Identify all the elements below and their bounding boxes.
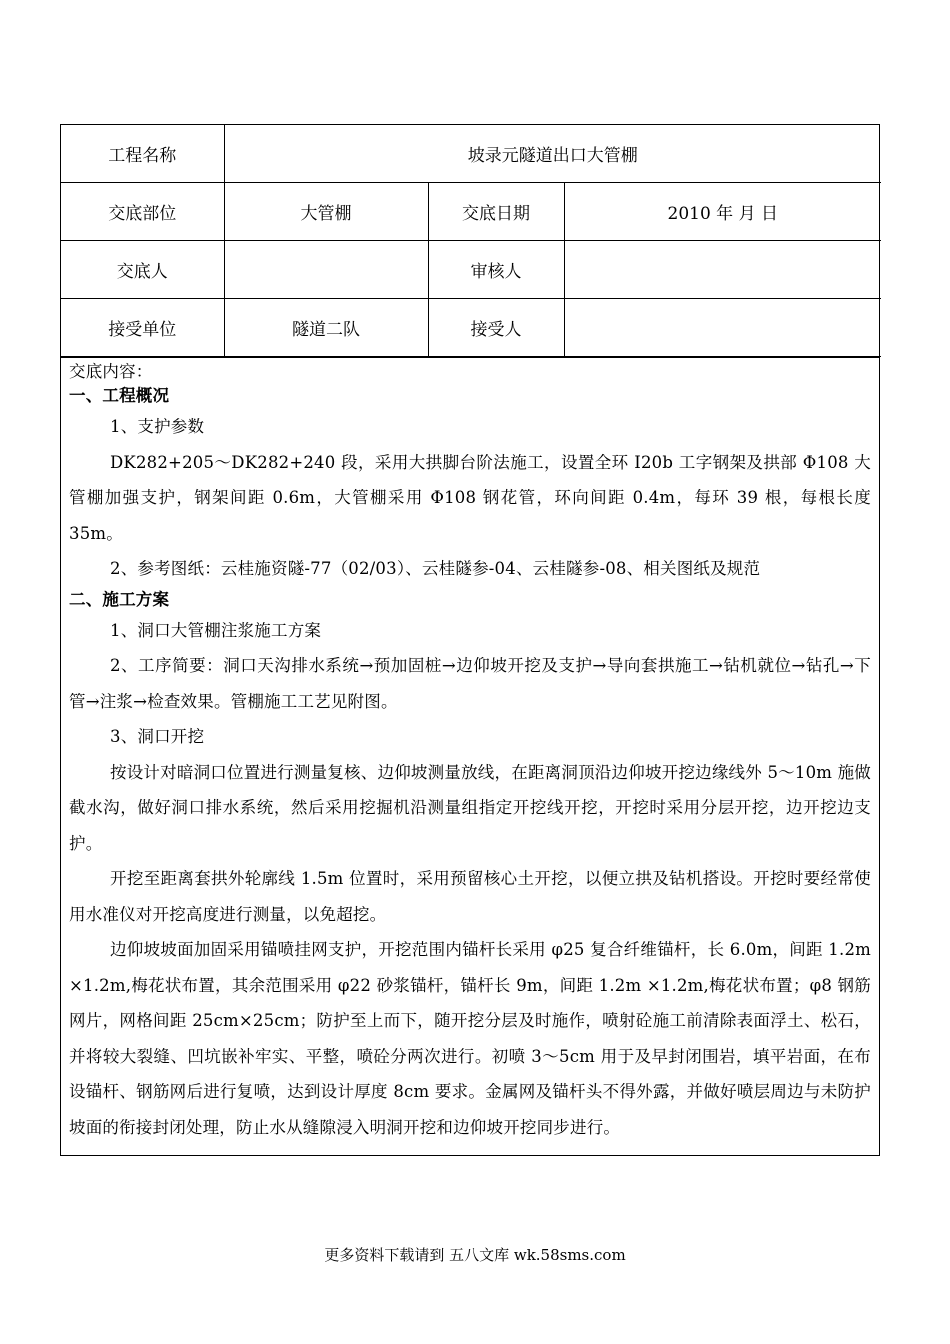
support-params-title: 1、支护参数 [110, 417, 205, 436]
reference-drawings: 2、参考图纸：云桂施资隧-77（02/03）、云桂隧参-04、云桂隧参-08、相关图纸及规范 [110, 559, 761, 578]
unit-value: 隧道二队 [224, 299, 428, 357]
table-row [61, 183, 881, 241]
plan-item-excavation-title: 3、洞口开挖 [110, 727, 205, 746]
table-row [61, 125, 881, 183]
project-name-value: 坡录元隧道出口大管棚 [224, 125, 881, 183]
table-row [61, 299, 881, 357]
disclosure-form [60, 124, 880, 1156]
receiver-label: 接受人 [428, 299, 564, 357]
reviewer-value [564, 241, 881, 299]
excavation-paragraph-3: 边仰坡坡面加固采用锚喷挂网支护，开挖范围内锚杆长采用 φ25 复合纤维锚杆，长 6.0m，间距 1.2m ×1.2m,梅花状布置，其余范围采用 φ22 砂浆锚杆，锚杆长 9m，间距 1.2m ×1.2m,梅花状布置；φ8 钢筋网片，网格间距 25cm×25cm；防护至上而下，随开挖分层及时施作，喷射砼施工前清除表面浮土、松石，并将较大裂缝、凹坑嵌补牢实、平整，喷砼分两次进行。初喷 3～5cm 用于及早封闭围岩，填平岩面，在布设锚杆、钢筋网后进行复喷，达到设计厚度 8cm 要求。金属网及锚杆头不得外露，并做好喷层周边与未防护坡面的衔接封闭处理，防止水从缝隙浸入明洞开挖和边仰坡开挖同步进行。 [69, 940, 871, 1137]
section-heading-plan: 二、施工方案 [69, 589, 170, 609]
section-heading-overview: 一、工程概况 [69, 386, 170, 405]
presenter-value [224, 241, 428, 299]
reviewer-label: 审核人 [428, 241, 564, 299]
disclosure-content [61, 357, 879, 1155]
receiver-value [564, 299, 881, 357]
excavation-paragraph-2: 开挖至距离套拱外轮廓线 1.5m 位置时，采用预留核心土开挖，以便立拱及钻机搭设。开挖时要经常使用水准仪对开挖高度进行测量，以免超挖。 [69, 869, 871, 924]
part-label: 交底部位 [61, 183, 224, 241]
date-value: 2010 年 月 日 [564, 183, 881, 241]
content-lead: 交底内容： [69, 362, 153, 381]
part-value: 大管棚 [224, 183, 428, 241]
excavation-paragraph-1: 按设计对暗洞口位置进行测量复核、边仰坡测量放线，在距离洞顶沿边仰坡开挖边缘线外 5～10m 施做截水沟，做好洞口排水系统，然后采用挖掘机沿测量组指定开挖线开挖，开挖时采用分层开挖，边开挖边支护。 [69, 762, 871, 853]
unit-label: 接受单位 [61, 299, 224, 357]
project-name-label: 工程名称 [61, 125, 224, 183]
plan-item-process: 2、工序简要：洞口天沟排水系统→预加固桩→边仰坡开挖及支护→导向套拱施工→钻机就位→钻孔→下管→注浆→检查效果。管棚施工工艺见附图。 [69, 656, 871, 711]
footer-note: 更多资料下载请到 五八文库 wk.58sms.com [324, 1246, 626, 1264]
date-label: 交底日期 [428, 183, 564, 241]
presenter-label: 交底人 [61, 241, 224, 299]
info-table [61, 125, 881, 357]
plan-item-grouting: 1、洞口大管棚注浆施工方案 [110, 620, 322, 640]
support-params-text: DK282+205～DK282+240 段，采用大拱脚台阶法施工，设置全环 I20b 工字钢架及拱部 Φ108 大管棚加强支护，钢架间距 0.6m，大管棚采用 Φ108 钢花管，环向间距 0.4m，每环 39 根，每根长度 35m。 [69, 452, 871, 543]
table-row [61, 241, 881, 299]
